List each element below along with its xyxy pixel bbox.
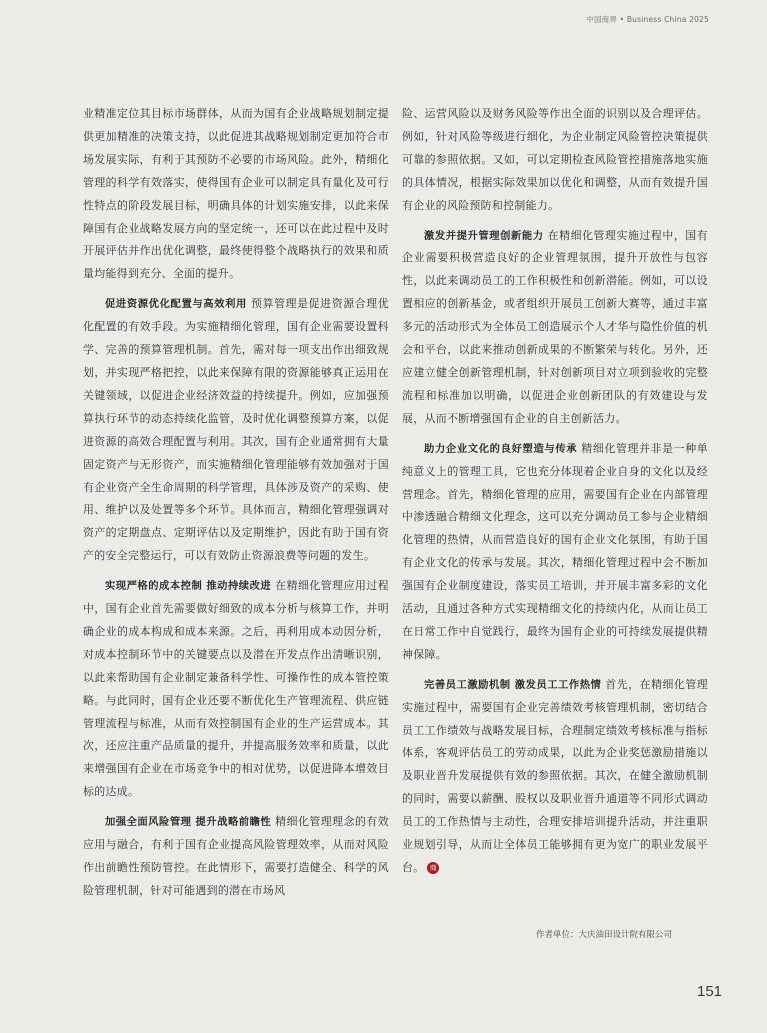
paragraph (402, 438, 708, 667)
author-unit: 作者单位：大庆油田设计院有限公司 (536, 930, 673, 940)
paragraph (83, 811, 389, 903)
right-column (402, 103, 708, 887)
paragraph (402, 674, 708, 880)
paragraph-body: 精细化管理并非是一种单纯意义上的管理工具，它也充分体现着企业自身的文化以及经营理念。首先，精细化管理的应用，需要国有企业在内部管理中渗透融合精细文化理念，这可以充分调动员工参与企业精细化管理的热情，从而营造良好的国有企业文化氛围，有助于国有企业文化的传承与发展。其次，精细化管理过程中会不断加强国有企业制度建设，落实员工培训，并开展丰富多彩的文化活动，且通过各种方式实现精细文化的持续内化，从而让员工在日常工作中自觉践行，最终为国有企业的可持续发展提供精神保障。 (402, 441, 709, 661)
paragraph (402, 225, 708, 431)
paragraph: 业精准定位其目标市场群体，从而为国有企业战略规划制定提供更加精准的决策支持，以此促进其战略规划制定更加符合市场发展实际，有利于其预防不必要的市场风险。此外，精细化管理的科学有效落实，使得国有企业可以制定具有量化及可行性特点的阶段发展目标，明确具体的计划实施安排，以此来保障国有企业战略发展方向的坚定统一，还可以在此过程中及时开展评估并作出优化调整，最终使得整个战略执行的效果和质量均能得到充分、全面的提升。 (83, 107, 389, 281)
section-lead: 激发并提升管理创新能力 (424, 229, 544, 242)
page-number: 151 (697, 983, 723, 1000)
section-lead: 助力企业文化的良好塑造与传承 (424, 442, 578, 455)
paragraph-body: 在精细化管理应用过程中，国有企业首先需要做好细致的成本分析与核算工作，并明确企业的成本构成和成本来源。之后，再利用成本动因分析，对成本控制环节中的关键要点以及潜在开发点作出清晰识别，以此来帮助国有企业制定兼备科学性、可操作性的成本管控策略。与此同时，国有企业还要不断优化生产管理流程、供应链管理流程与标准，从而有效控制国有企业的生产运营成本。其次，还应注重产品质量的提升，并提高服务效率和质量，以此来增强国有企业在市场竞争中的相对优势，以促进降本增效目标的达成。 (83, 579, 390, 799)
end-of-article-mark-icon: 商 (427, 862, 439, 874)
section-lead: 实现严格的成本控制 推动持续改进 (105, 580, 272, 593)
paragraph (83, 293, 389, 568)
section-lead: 完善员工激励机制 激发员工工作热情 (424, 678, 602, 691)
paragraph: 险、运营风险以及财务风险等作出全面的识别以及合理评估。例如，针对风险等级进行细化，为企业制定风险管控决策提供可靠的参照依据。又如，可以定期检查风险管控措施落地实施的具体情况，根据实际效果加以优化和调整，从而有效提升国有企业的风险预防和控制能力。 (402, 107, 708, 212)
section-lead: 促进资源优化配置与高效利用 (105, 298, 247, 311)
paragraph-body: 首先，在精细化管理实施过程中，需要国有企业完善绩效考核管理机制，密切结合员工工作绩效与战略发展目标，合理制定绩效考核标准与指标体系，客观评估员工的劳动成果，以此为企业奖惩激励措施以及职业晋升发展提供有效的参照依据。其次，在健全激励机制的同时，需要以薪酬、股权以及职业晋升通道等不同形式调动员工的工作热情与主动性，合理安排培训提升活动，并注重职业规划引导，从而让全体员工能够拥有更为宽广的职业发展平台。 (402, 677, 708, 874)
section-lead: 加强全面风险管理 提升战略前瞻性 (105, 816, 272, 829)
paragraph (83, 575, 389, 804)
paragraph-body: 精细化管理理念的有效应用与融合，有利于国有企业提高风险管理效率，从而对风险作出前瞻性预防管控。在此情形下，需要打造健全、科学的风险管理机制，针对可能遇到的潜在市场风 (83, 815, 390, 897)
left-column (83, 103, 389, 910)
paragraph-body: 预算管理是促进资源合理优化配置的有效手段。为实施精细化管理，国有企业需要设置科学、完善的预算管理机制。首先，需对每一项支出作出细致规划，并实现严格把控，以此来保障有限的资源能够真正运用在关键领域，以促进企业经济效益的持续提升。例如，应加强预算执行环节的动态持续化监管，及时优化调整预算方案，以促进资源的高效合理配置与利用。其次，国有企业通常拥有大量固定资产与无形资产，而实施精细化管理能够有效加强对于国有企业资产全生命周期的科学管理，具体涉及资产的采购、使用、维护以及处置等多个环节。具体而言，精细化管理强调对资产的定期盘点、定期评估以及定期维护，因此有助于国有资产的安全完整运行，可以有效防止资源浪费等问题的发生。 (83, 297, 389, 563)
paragraph-body: 在精细化管理实施过程中，国有企业需要积极营造良好的企业管理氛围，提升开放性与包容性，以此来调动员工的工作积极性和创新潜能。例如，可以设置相应的创新基金，或者组织开展员工创新大赛等，通过丰富多元的活动形式为全体员工创造展示个人才华与隐性价值的机会和平台，以此来推动创新成果的不断繁荣与转化。另外，还应建立健全创新管理机制，针对创新项目对立项到验收的完整流程和标准加以明确，以促进企业创新团队的有效建设与发展，从而不断增强国有企业的自主创新活力。 (402, 228, 708, 425)
running-header: 中国商界 • Business China 2025 (586, 15, 709, 24)
